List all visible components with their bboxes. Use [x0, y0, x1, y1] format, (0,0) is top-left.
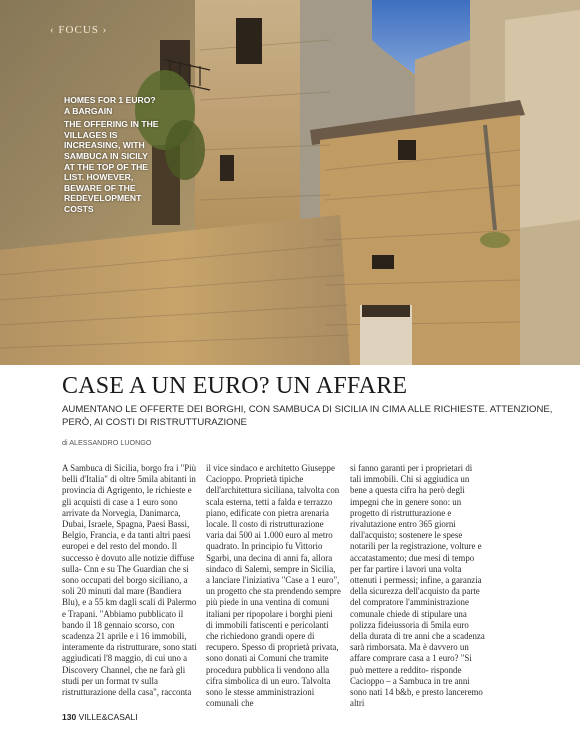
article-subhead: AUMENTANO LE OFFERTE DEI BORGHI, CON SAMBUCA DI SICILIA IN CIMA ALLE RICHIESTE. ATTENZIONE, PERÒ, AI COSTI DI RISTRUTTURAZIONE [62, 404, 553, 428]
body-text-1: A Sambuca di Sicilia, borgo fra i "Più belli d'Italia" di oltre 5mila abitanti in provincia di Agrigento, le richieste e gli acquisti di case a 1 euro sono arrivate da Norvegia, Danimarca, Dubai, Israele, Spagna, Paesi Bassi, Belgio, Francia, e da tanti altri paesi europei e del resto del mondo. Il successo è dovuto alle notizie diffuse sulla- Cnn e su The Guardian che si sono occupati del borgo siciliano, a soli 20 minuti dal mare (Bandiera Blu), e a 55 km dagli scali di Palermo e Trapani. "Abbiamo pubblicato il bando il 18 gennaio scorso, con scadenza 21 aprile e i 16 immobili, interamente da ristrutturare, sono stati aggiudicati l'8 maggio, di cui uno a Discovery Channel, che ne farà gli studi per un format tv sulla ristrutturazione della casa", racconta [62, 463, 197, 698]
body-column-2 [206, 463, 341, 709]
photo-caption [64, 95, 160, 215]
caption-title: HOMES FOR 1 EURO? A BARGAIN [64, 95, 156, 116]
section-label-text: FOCUS [58, 24, 99, 36]
section-label: ‹ FOCUS › [50, 24, 108, 36]
body-text-3: si fanno garanti per i proprietari di tali immobili. Chi si aggiudica un bene a questa cifra ha però degli impegni che in genere sono: un progetto di ristrutturazione e rivalutazione entro 365 giorni dall'acquisto; sostenere le spese notarili per la registrazione, volture e accatastamento; due mesi di tempo per far partire i lavori una volta ottenuti i permessi; infine, a garanzia della sicurezza dell'acquisto da parte del compratore l'amministrazione comunale chiede di stipulare una polizza fideiussoria di 5mila euro della durata di tre anni che a scadenza sarà rimborsata. Ma è davvero un affare comprare casa a 1 euro? "Si può mettere a reddito- risponde Cacioppo – a Sambuca in tre anni sono nati 14 b&b, e presto lanceremo altri [350, 463, 485, 709]
caption-body: THE OFFERING IN THE VILLAGES IS INCREASING, WITH SAMBUCA IN SICILY AT THE TOP OF THE LIST. HOWEVER, BEWARE OF THE REDEVELOPMENT COSTS [64, 119, 159, 214]
page-footer [62, 712, 138, 722]
body-column-3 [350, 463, 485, 709]
body-text-2: il vice sindaco e architetto Giuseppe Cacioppo. Proprietà tipiche dell'architettura siciliana, talvolta con scala esterna, tetti a falda e terrazzo piano, edificate con pietra arenaria locale. Il costo di ristrutturazione varia dai 500 ai 1.000 euro al metro quadrato. In principio fu Vittorio Sgarbi, una decina di anni fa, allora sindaco di Salemi, sempre in Sicilia, a lanciare l'iniziativa "Case a 1 euro", un progetto che sta prendendo sempre più piede in una ventina di comuni italiani per ripopolare i borghi pieni di immobili fatiscenti e pericolanti che richiedono grandi opere di recupero. Spesso di proprietà privata, sono donati ai Comuni che tramite procedura pubblica li vendono alla cifra simbolica di un euro. Talvolta sono le stesse amministrazioni comunali che [206, 463, 341, 709]
body-column-1 [62, 463, 197, 698]
magazine-name: VILLE&CASALI [78, 712, 138, 722]
article-headline: CASE A UN EURO? UN AFFARE [62, 373, 408, 399]
page-number: 130 [62, 712, 77, 722]
article-byline: di ALESSANDRO LUONGO [62, 438, 152, 447]
